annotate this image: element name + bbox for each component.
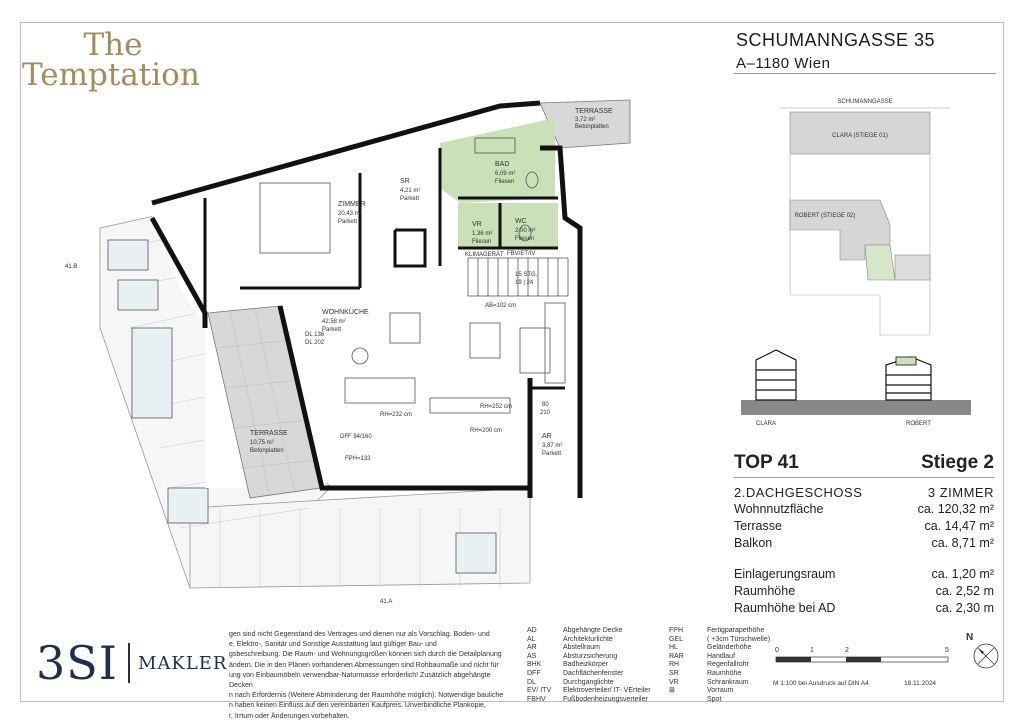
legend-abbr: FPH [669, 627, 683, 634]
dff-label: DFF 94/160 [340, 434, 372, 440]
agency-logo-main: 3SI [36, 636, 118, 690]
room-terrace-top-area: 3,72 m² [575, 117, 596, 123]
legend-abbr: AR [527, 644, 537, 652]
axis-41a-label: 41.A [380, 599, 393, 605]
brand-logo-line2: Temptation [22, 57, 200, 93]
scale-tick-label: 5 [945, 647, 949, 654]
room-wc-name: WC [515, 218, 527, 225]
legend-col-a-text [563, 627, 663, 704]
area-label: Wohnnutzfläche [734, 502, 824, 516]
legend-abbr: RAR [669, 652, 684, 660]
legend-text: Regenfallrohr [707, 661, 750, 669]
spot-icon: ⊠ [669, 687, 675, 695]
room-vr-name: VR [472, 221, 482, 228]
site-building-clara-label: CLARA (STIEGE 01) [832, 133, 888, 139]
room-vr-floor: Fliesen [472, 239, 492, 245]
legend-abbr: SR [669, 669, 679, 677]
unit-info [734, 452, 994, 617]
section-right-label: ROBERT [906, 421, 931, 427]
legend-abbr: BHK [527, 661, 542, 669]
legend-abbr: EV/ ITV [527, 687, 552, 695]
skylight-1 [108, 240, 148, 270]
dl202-label: DL 202 [305, 340, 325, 346]
legend-abbr: RH [669, 661, 680, 669]
legend-text: Geländerhöhe [707, 644, 752, 652]
room-vr-area: 1,36 m² [472, 231, 493, 237]
legend-abbr: AL [527, 635, 536, 643]
skylight-4 [168, 488, 208, 523]
legend-abbr: FBHV [527, 695, 546, 703]
site-street-label: SCHUMANNGASSE [837, 99, 893, 105]
info-divider [734, 477, 994, 478]
extra-value: ca. 2,52 m [935, 584, 994, 598]
room-terrace-left-name: TERRASSE [250, 430, 288, 437]
unit-subheader [734, 484, 994, 501]
north-label: N [966, 632, 974, 643]
area-label: Balkon [734, 536, 773, 550]
disclaimer-line: gsbeschreibung. Die Raum- und Wohnungsgrößen können sich durch die Detailplanung [229, 651, 502, 659]
site-plan [780, 95, 950, 345]
dl136-label: DL 136 [305, 332, 325, 338]
fph-label: FPH=133 [345, 456, 371, 462]
unit-header [734, 452, 994, 474]
legend-abbr: VR [669, 678, 679, 686]
room-zimmer-name: ZIMMER [338, 201, 366, 208]
room-bad-name: BAD [495, 161, 510, 168]
building-section [736, 345, 976, 433]
legend-text: Elektroverteiler/ IT- VErteiler [563, 687, 651, 695]
legend-text: Raumhöhe [707, 669, 742, 677]
room-zimmer-floor: Parkett [338, 219, 358, 225]
legend-abbr: DL [527, 678, 536, 686]
extra-row [734, 583, 994, 600]
door-210-label: 210 [540, 410, 551, 416]
north-arrow-icon [960, 630, 1000, 674]
room-terrace-top-floor: Betonplatten [575, 124, 609, 130]
floor-plan [60, 88, 700, 618]
area-label: Terrasse [734, 519, 782, 533]
axis-41b-label: 41.B [65, 264, 78, 270]
room-terrace-left-floor: Betonplatten [250, 448, 284, 454]
unit-stair: Stiege 2 [921, 452, 994, 473]
legend-col-b-abbr [669, 627, 699, 696]
area-row [734, 501, 994, 518]
unit-top: TOP 41 [734, 452, 799, 473]
area-value: ca. 8,71 m² [931, 536, 994, 550]
section-unit-highlight [896, 357, 916, 365]
city-address: A–1180 Wien [736, 55, 831, 72]
room-wohnkueche-name: WOHNKÜCHE [322, 309, 369, 316]
extra-row [734, 600, 994, 617]
room-wohnkueche-area: 42,58 m² [322, 319, 346, 325]
scale-note: M 1:100 bei Ausdruck auf DIN A4 [773, 680, 869, 687]
section-left-label: CLARA [756, 421, 777, 427]
legend-text: ( +3cm Türschwelle) [707, 635, 771, 643]
site-unit-highlight [865, 245, 895, 280]
legend-text: Vorraum [707, 687, 734, 695]
skylight-5 [456, 533, 496, 573]
brand-logo-line1: The [83, 27, 143, 63]
legend-text: Dachflächenfenster [563, 669, 624, 677]
skylight-3 [132, 328, 172, 418]
plan-date: 18.11.2024 [904, 680, 937, 687]
rh232-label: RH=232 cm [380, 412, 412, 418]
scale-tick-label: 1 [810, 647, 814, 654]
address-block [736, 30, 994, 72]
legend-text: Abstellraum [563, 644, 600, 652]
disclaimer-line: n haben keinen Einfluss auf den vereinbarten Kaufpreis. Unverbindliche Plankopie, [229, 702, 486, 710]
agency-logo-sub: MAKLER [137, 652, 228, 674]
brand-logo [22, 27, 200, 93]
room-wohnkueche-floor: Parkett [322, 327, 342, 333]
room-wc-floor: Fliesen [515, 236, 535, 242]
room-bad-area: 6,09 m² [495, 171, 516, 177]
room-ar-name: AR [542, 433, 552, 440]
unit-floor: 2.DACHGESCHOSS [734, 485, 863, 500]
scale-tick-label: 2 [845, 647, 849, 654]
extra-value: ca. 1,20 m² [931, 567, 994, 581]
unit-rooms: 3 ZIMMER [927, 485, 994, 500]
legend-abbr: AD [527, 627, 537, 634]
section-ground [741, 400, 971, 415]
room-zimmer-area: 20,43 m² [338, 211, 362, 217]
legend-abbr: AS [527, 652, 537, 660]
extra-label: Raumhöhe bei AD [734, 601, 836, 615]
legend-abbr: HL [669, 644, 678, 652]
street-address: SCHUMANNGASSE 35 [736, 30, 936, 50]
room-wc-area: 2,00 m² [515, 228, 536, 234]
disclaimer-line: gen sind nicht Gegenstand des Vertrages und dienen nur als Vorschlag. Boden- und [229, 631, 490, 638]
rh200-label: RH=200 cm [470, 428, 502, 434]
scale-bar [770, 640, 980, 670]
legend-text: Abgehängte Decke [563, 627, 623, 634]
agency-logo-divider [128, 643, 130, 683]
area-row [734, 518, 994, 535]
skylight-2 [118, 280, 158, 310]
extra-label: Einlagerungsraum [734, 567, 836, 581]
scale-tick-label: 0 [775, 647, 779, 654]
klimagerat-label: KLIMAGERÄT [465, 252, 504, 258]
area-value: ca. 120,32 m² [917, 502, 994, 516]
room-bad-floor: Fliesen [495, 179, 515, 185]
area-value: ca. 14,47 m² [924, 519, 994, 533]
extra-row [734, 566, 994, 583]
disclaimer-line: n nach Erfordernis (Weitere Abminderung der Raumhöhe möglich). Notwendige bauliche [229, 692, 504, 700]
site-building-robert-label: ROBERT (STIEGE 02) [794, 213, 856, 219]
legend-text: Architekturlichte [563, 635, 613, 643]
stairs-label: 15 STG. [515, 272, 538, 278]
extra-label: Raumhöhe [734, 584, 796, 598]
legend-text: Schrankraum [707, 678, 749, 686]
agency-logo [36, 636, 227, 690]
room-terrace-top-name: TERRASSE [575, 108, 613, 115]
legend-col-a-abbr [527, 627, 557, 704]
room-sr-floor: Parkett [400, 196, 420, 202]
legend-text: Fertigparapethöhe [707, 627, 765, 634]
legend-text: Absturzsicherung [563, 652, 618, 660]
header-divider [734, 73, 996, 74]
extra-value: ca. 2,30 m [935, 601, 994, 615]
legend-text: Fußbodenheizungsverteiler [563, 695, 648, 703]
disclaimer-line: ung von Einbaumöbeln verwendbar-Naturmasse erforderlich! Zusätzlich abgehängte Decken [229, 671, 491, 690]
disclaimer-line: ändern. Die in den Plänen vorhandenen Abmessungen sind Rohbaumaße und nicht für [229, 661, 499, 669]
fbv-label: FBV/ET/IV [507, 251, 536, 257]
room-sr-name: SR [400, 178, 410, 185]
legend-abbr: DFF [527, 669, 541, 677]
stairs-dim: 19 | 24 [515, 280, 534, 286]
disclaimer [229, 630, 505, 722]
disclaimer-line: e, Elektro-, Sanitär und Sonstige Ausstattung laut gültiger Bau- und [229, 641, 437, 649]
area-row [734, 535, 994, 552]
legend-text: Handlauf [707, 652, 736, 660]
room-ar-floor: Parkett [542, 451, 562, 457]
disclaimer-line: r, Irrtum oder Änderungen vorbehalten. [229, 712, 350, 720]
legend-text: Durchganglichte [563, 678, 614, 686]
room-terrace-left-area: 10,75 m² [250, 440, 274, 446]
legend-text: Spot [707, 695, 722, 703]
door-80-label: 80 [542, 402, 549, 408]
legend-abbr: GEL [669, 635, 684, 643]
ab-label: AB=102 cm [485, 303, 517, 309]
room-ar-area: 3,87 m² [542, 443, 563, 449]
legend-text: Badheizkörper [563, 661, 609, 669]
rh252-label: RH=252 cm [480, 404, 512, 410]
room-sr-area: 4,21 m² [400, 188, 421, 194]
